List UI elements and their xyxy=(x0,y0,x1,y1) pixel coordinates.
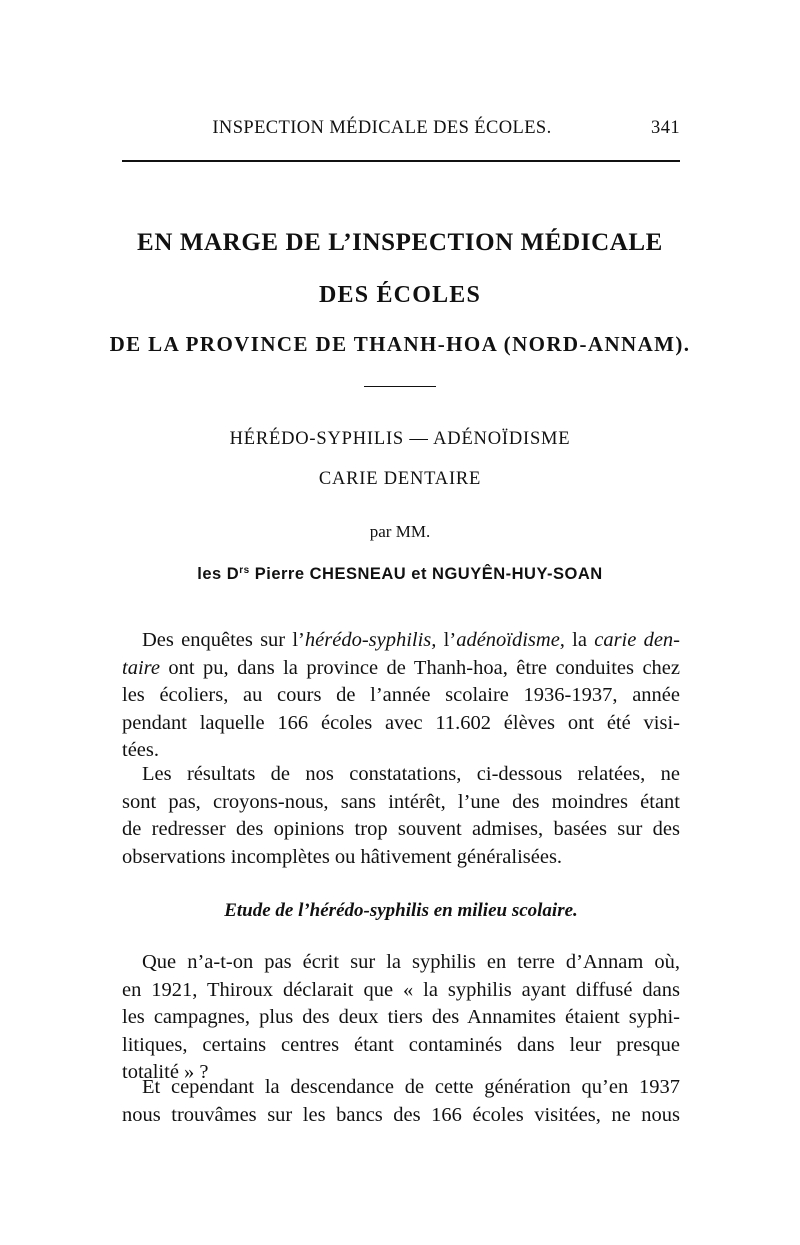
text-line: sont pas, croyons-nous, sans intérêt, l’une des moindres étant xyxy=(122,790,680,813)
text-line: les campagnes, plus des deux tiers des Annamites étaient syphi- xyxy=(122,1006,680,1029)
text-line: Des enquêtes sur l’hérédo-syphilis, l’adénoïdisme, la carie den- xyxy=(142,629,681,651)
paragraph-4 xyxy=(122,1074,680,1129)
text-line: tées. xyxy=(122,739,159,762)
paragraph-2 xyxy=(122,761,680,871)
page-number: 341 xyxy=(651,118,680,138)
subtitle-line-2: CARIE DENTAIRE xyxy=(318,469,482,489)
text-line: en 1921, Thiroux déclarait que « la syphilis ayant diffusé dans xyxy=(122,978,680,1001)
title-divider xyxy=(364,386,436,387)
paragraph-1 xyxy=(122,627,680,765)
running-head-title: INSPECTION MÉDICALE DES ÉCOLES. xyxy=(212,118,552,138)
text-line: de redresser des opinions trop souvent admises, basées sur des xyxy=(122,818,680,841)
authors-names: Pierre CHESNEAU et NGUYÊN-HUY-SOAN xyxy=(249,565,603,583)
header-rule xyxy=(122,160,680,162)
text-line: Que n’a-t-on pas écrit sur la syphilis en terre d’Annam où, xyxy=(142,951,680,973)
title-line-1: EN MARGE DE L’INSPECTION MÉDICALE xyxy=(137,229,663,256)
subtitle-line-1: HÉRÉDO-SYPHILIS — ADÉNOÏDISME xyxy=(229,429,571,449)
paragraph-3 xyxy=(122,949,680,1087)
authors-prefix: les D xyxy=(197,565,240,583)
authors-title-sup: rs xyxy=(239,565,250,576)
text-line: totalité » ? xyxy=(122,1061,209,1084)
text-line: les écoliers, au cours de l’année scolaire 1936-1937, année xyxy=(122,684,680,707)
text-line: taire ont pu, dans la province de Thanh-hoa, être conduites chez xyxy=(122,656,680,679)
text-line: Les résultats de nos constatations, ci-dessous relatées, ne xyxy=(142,763,680,785)
text-line: Et cependant la descendance de cette génération qu’en 1937 xyxy=(142,1076,680,1098)
text-line: pendant laquelle 166 écoles avec 11.602 élèves ont été visi- xyxy=(122,711,680,734)
section-heading: Etude de l’hérédo-syphilis en milieu scolaire. xyxy=(224,900,578,921)
authors-line xyxy=(100,565,700,584)
title-line-3: DE LA PROVINCE DE THANH-HOA (NORD-ANNAM). xyxy=(109,332,691,356)
text-line: observations incomplètes ou hâtivement généralisées. xyxy=(122,845,563,868)
text-line: litiques, certains centres étant contaminés dans leur presque xyxy=(122,1033,680,1056)
title-line-2: DES ÉCOLES xyxy=(318,282,482,308)
byline: par MM. xyxy=(369,522,431,541)
text-line: nous trouvâmes sur les bancs des 166 écoles visitées, ne nous xyxy=(122,1103,680,1126)
